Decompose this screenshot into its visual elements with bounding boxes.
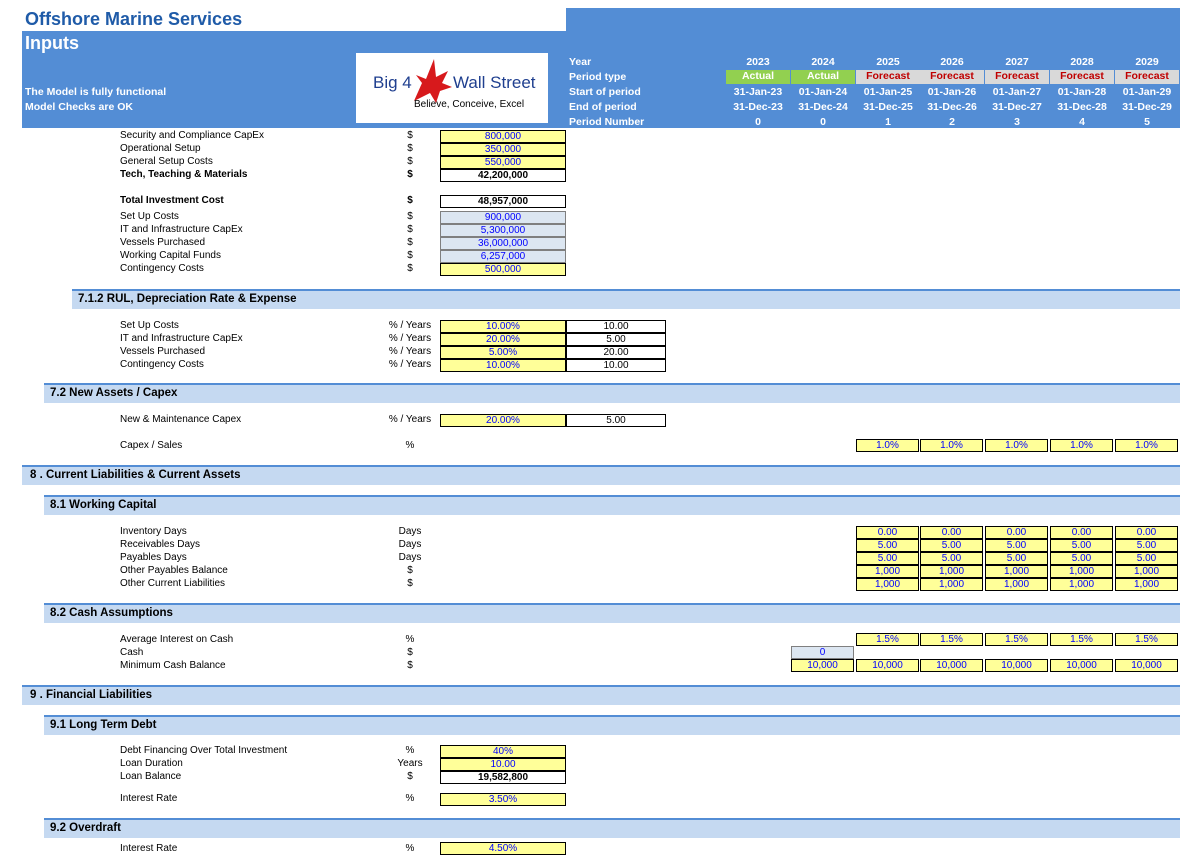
section-title: 9.2 Overdraft [50, 822, 121, 834]
unit-label: $ [407, 771, 413, 782]
working-capital-input[interactable]: 0.00 [856, 526, 919, 539]
year-cell: 2026 [940, 56, 964, 68]
overdraft-rate-label: Interest Rate [120, 843, 178, 854]
unit-label: % [405, 745, 415, 756]
unit-label: $ [407, 250, 413, 261]
working-capital-input[interactable]: 5.00 [985, 552, 1048, 565]
start-period-cell: 01-Jan-24 [798, 86, 848, 98]
capex-sales-input[interactable]: 1.0% [920, 439, 983, 452]
year-cell: 2024 [811, 56, 835, 68]
working-capital-input[interactable]: 0.00 [985, 526, 1048, 539]
unit-label: % [405, 843, 415, 854]
section-title: 8.1 Working Capital [50, 499, 157, 511]
min-cash-input[interactable]: 10,000 [985, 659, 1048, 672]
rul-label: Vessels Purchased [120, 346, 206, 357]
working-capital-input[interactable]: 1,000 [1115, 565, 1178, 578]
working-capital-input[interactable]: 1,000 [1115, 578, 1178, 591]
capex-sales-input[interactable]: 1.0% [1050, 439, 1113, 452]
unit-label: $ [407, 130, 413, 141]
period-type-cell: Forecast [985, 70, 1049, 84]
capex-sales-input[interactable]: 1.0% [985, 439, 1048, 452]
investment-label: Working Capital Funds [120, 250, 221, 261]
cash-2024-value: 0 [791, 646, 854, 659]
year-cell: 2029 [1135, 56, 1159, 68]
investment-input: 36,000,000 [440, 237, 566, 250]
capex-input[interactable]: 550,000 [440, 156, 566, 169]
working-capital-label: Inventory Days [120, 526, 187, 537]
unit-label: Days [398, 526, 422, 537]
model-status-note: The Model is fully functional [25, 86, 167, 98]
capex-sales-label: Capex / Sales [120, 440, 183, 451]
working-capital-input[interactable]: 1,000 [1050, 578, 1113, 591]
min-cash-2024-input[interactable]: 10,000 [791, 659, 854, 672]
period-type-cell: Forecast [1050, 70, 1114, 84]
debt-input[interactable]: 10.00 [440, 758, 566, 771]
rul-label: Contingency Costs [120, 359, 204, 370]
investment-label: Vessels Purchased [120, 237, 206, 248]
working-capital-input[interactable]: 5.00 [1050, 552, 1113, 565]
unit-label: Days [398, 539, 422, 550]
capex-input[interactable]: 350,000 [440, 143, 566, 156]
unit-label: $ [407, 578, 413, 589]
section-title: 7.2 New Assets / Capex [50, 387, 178, 399]
working-capital-input[interactable]: 0.00 [1115, 526, 1178, 539]
cash-interest-input[interactable]: 1.5% [856, 633, 919, 646]
capex-label: Operational Setup [120, 143, 201, 154]
unit-label: $ [407, 647, 413, 658]
unit-label: $ [407, 169, 413, 180]
investment-input[interactable]: 500,000 [440, 263, 566, 276]
working-capital-label: Other Payables Balance [120, 565, 228, 576]
useful-life-years: 10.00 [566, 359, 666, 372]
debt-label: Loan Balance [120, 771, 182, 782]
working-capital-input[interactable]: 5.00 [985, 539, 1048, 552]
total-investment-value: 48,957,000 [440, 195, 566, 208]
total-investment-label: Total Investment Cost [120, 195, 224, 206]
unit-label: % / Years [388, 346, 432, 357]
unit-label: % [405, 793, 415, 804]
start-period-cell: 01-Jan-28 [1057, 86, 1107, 98]
unit-label: % [405, 634, 415, 645]
unit-label: % / Years [388, 414, 432, 425]
unit-label: $ [407, 263, 413, 274]
period-type-cell: Actual [791, 70, 855, 84]
working-capital-input[interactable]: 5.00 [1115, 552, 1178, 565]
working-capital-input[interactable]: 1,000 [856, 578, 919, 591]
unit-label: Years [397, 758, 423, 769]
year-cell: 2023 [746, 56, 770, 68]
section-9 [22, 685, 1180, 705]
unit-label: $ [407, 156, 413, 167]
new-capex-rate-input[interactable]: 20.00% [440, 414, 566, 427]
debt-input: 19,582,800 [440, 771, 566, 784]
debt-label: Debt Financing Over Total Investment [120, 745, 288, 756]
rul-label: IT and Infrastructure CapEx [120, 333, 243, 344]
working-capital-input[interactable]: 1,000 [985, 565, 1048, 578]
investment-label: Contingency Costs [120, 263, 204, 274]
depreciation-rate-input[interactable]: 5.00% [440, 346, 566, 359]
capex-label: Tech, Teaching & Materials [120, 169, 248, 180]
end-period-cell: 31-Dec-29 [1122, 101, 1172, 113]
period-type-cell: Forecast [856, 70, 920, 84]
start-period-cell: 01-Jan-29 [1122, 86, 1172, 98]
section-8-2 [44, 603, 1180, 623]
cash-interest-input[interactable]: 1.5% [1050, 633, 1113, 646]
investment-label: Set Up Costs [120, 211, 179, 222]
depreciation-rate-input[interactable]: 10.00% [440, 359, 566, 372]
page-title: Inputs [25, 33, 79, 53]
min-cash-input[interactable]: 10,000 [1050, 659, 1113, 672]
debt-input[interactable]: 3.50% [440, 793, 566, 806]
company-title: Offshore Marine Services [25, 9, 243, 29]
working-capital-input[interactable]: 1,000 [920, 578, 983, 591]
cash-interest-input[interactable]: 1.5% [985, 633, 1048, 646]
cash-label: Cash [120, 647, 144, 658]
period-number-cell: 5 [1144, 116, 1150, 128]
timeline-row-label: Start of period [569, 86, 641, 98]
section-title: 7.1.2 RUL, Depreciation Rate & Expense [78, 293, 297, 305]
working-capital-label: Other Current Liabilities [120, 578, 226, 589]
depreciation-rate-input[interactable]: 20.00% [440, 333, 566, 346]
capex-sales-input[interactable]: 1.0% [856, 439, 919, 452]
section-title: 9.1 Long Term Debt [50, 719, 157, 731]
min-cash-input[interactable]: 10,000 [856, 659, 919, 672]
working-capital-input[interactable]: 5.00 [1050, 539, 1113, 552]
unit-label: $ [407, 143, 413, 154]
min-cash-label: Minimum Cash Balance [120, 660, 226, 671]
period-number-cell: 3 [1014, 116, 1020, 128]
investment-input: 6,257,000 [440, 250, 566, 263]
overdraft-rate-input[interactable]: 4.50% [440, 842, 566, 855]
capex-label: General Setup Costs [120, 156, 213, 167]
period-type-cell: Forecast [920, 70, 984, 84]
logo-text-wallstreet: Wall Street [453, 73, 536, 92]
unit-label: % / Years [388, 359, 432, 370]
end-period-cell: 31-Dec-28 [1057, 101, 1107, 113]
start-period-cell: 01-Jan-26 [927, 86, 977, 98]
unit-label: $ [407, 660, 413, 671]
capex-input: 42,200,000 [440, 169, 566, 182]
working-capital-input[interactable]: 5.00 [1115, 539, 1178, 552]
start-period-cell: 31-Jan-23 [733, 86, 783, 98]
start-period-cell: 01-Jan-25 [863, 86, 913, 98]
useful-life-years: 20.00 [566, 346, 666, 359]
start-period-cell: 01-Jan-27 [992, 86, 1042, 98]
unit-label: % [405, 440, 415, 451]
investment-input: 5,300,000 [440, 224, 566, 237]
period-number-cell: 2 [949, 116, 955, 128]
rul-label: Set Up Costs [120, 320, 179, 331]
big4-logo [356, 53, 548, 123]
end-period-cell: 31-Dec-27 [992, 101, 1042, 113]
cash-interest-input[interactable]: 1.5% [1115, 633, 1178, 646]
year-cell: 2025 [876, 56, 900, 68]
timeline-row-label: Period Number [569, 116, 645, 128]
useful-life-years: 5.00 [566, 333, 666, 346]
section-9-1 [44, 715, 1180, 735]
working-capital-input[interactable]: 1,000 [920, 565, 983, 578]
working-capital-input[interactable]: 5.00 [920, 552, 983, 565]
period-type-cell: Actual [726, 70, 790, 84]
unit-label: % / Years [388, 320, 432, 331]
working-capital-input[interactable]: 1,000 [856, 565, 919, 578]
working-capital-input[interactable]: 5.00 [920, 539, 983, 552]
timeline-row-label: End of period [569, 101, 637, 113]
unit-label: $ [407, 195, 413, 206]
capex-input[interactable]: 800,000 [440, 130, 566, 143]
logo-tagline: Believe, Conceive, Excel [414, 99, 525, 110]
section-title: 8.2 Cash Assumptions [50, 607, 173, 619]
section-8 [22, 465, 1180, 485]
new-capex-label: New & Maintenance Capex [120, 414, 242, 425]
end-period-cell: 31-Dec-24 [798, 101, 848, 113]
unit-label: $ [407, 224, 413, 235]
investment-label: IT and Infrastructure CapEx [120, 224, 243, 235]
working-capital-input[interactable]: 5.00 [856, 539, 919, 552]
unit-label: Days [398, 552, 422, 563]
section-title: 9 . Financial Liabilities [30, 689, 153, 701]
unit-label: % / Years [388, 333, 432, 344]
period-type-cell: Forecast [1115, 70, 1179, 84]
unit-label: $ [407, 237, 413, 248]
working-capital-input[interactable]: 0.00 [1050, 526, 1113, 539]
investment-input: 900,000 [440, 211, 566, 224]
year-cell: 2027 [1005, 56, 1029, 68]
debt-label: Loan Duration [120, 758, 183, 769]
working-capital-input[interactable]: 1,000 [1050, 565, 1113, 578]
year-cell: 2028 [1070, 56, 1094, 68]
end-period-cell: 31-Dec-26 [927, 101, 977, 113]
cash-interest-label: Average Interest on Cash [120, 634, 234, 645]
depreciation-rate-input[interactable]: 10.00% [440, 320, 566, 333]
end-period-cell: 31-Dec-23 [733, 101, 783, 113]
section-9-2 [44, 818, 1180, 838]
unit-label: $ [407, 211, 413, 222]
period-number-cell: 0 [820, 116, 826, 128]
working-capital-label: Receivables Days [120, 539, 201, 550]
cash-interest-input[interactable]: 1.5% [920, 633, 983, 646]
working-capital-input[interactable]: 5.00 [856, 552, 919, 565]
useful-life-years: 10.00 [566, 320, 666, 333]
min-cash-input[interactable]: 10,000 [920, 659, 983, 672]
new-capex-years: 5.00 [566, 414, 666, 427]
timeline-row-label: Year [569, 56, 592, 68]
section-8-1 [44, 495, 1180, 515]
debt-label: Interest Rate [120, 793, 178, 804]
capex-sales-input[interactable]: 1.0% [1115, 439, 1178, 452]
section-7-1-2 [72, 289, 1180, 309]
logo-text-big4: Big 4 [373, 73, 412, 92]
timeline-row-label: Period type [569, 71, 627, 83]
capex-label: Security and Compliance CapEx [120, 130, 264, 141]
section-title: 8 . Current Liabilities & Current Assets [30, 469, 241, 481]
period-number-cell: 0 [755, 116, 761, 128]
min-cash-input[interactable]: 10,000 [1115, 659, 1178, 672]
working-capital-input[interactable]: 1,000 [985, 578, 1048, 591]
unit-label: $ [407, 565, 413, 576]
debt-input[interactable]: 40% [440, 745, 566, 758]
model-checks-note: Model Checks are OK [25, 101, 133, 113]
working-capital-label: Payables Days [120, 552, 187, 563]
working-capital-input[interactable]: 0.00 [920, 526, 983, 539]
period-number-cell: 1 [885, 116, 891, 128]
end-period-cell: 31-Dec-25 [863, 101, 913, 113]
section-7-2 [44, 383, 1180, 403]
period-number-cell: 4 [1079, 116, 1085, 128]
